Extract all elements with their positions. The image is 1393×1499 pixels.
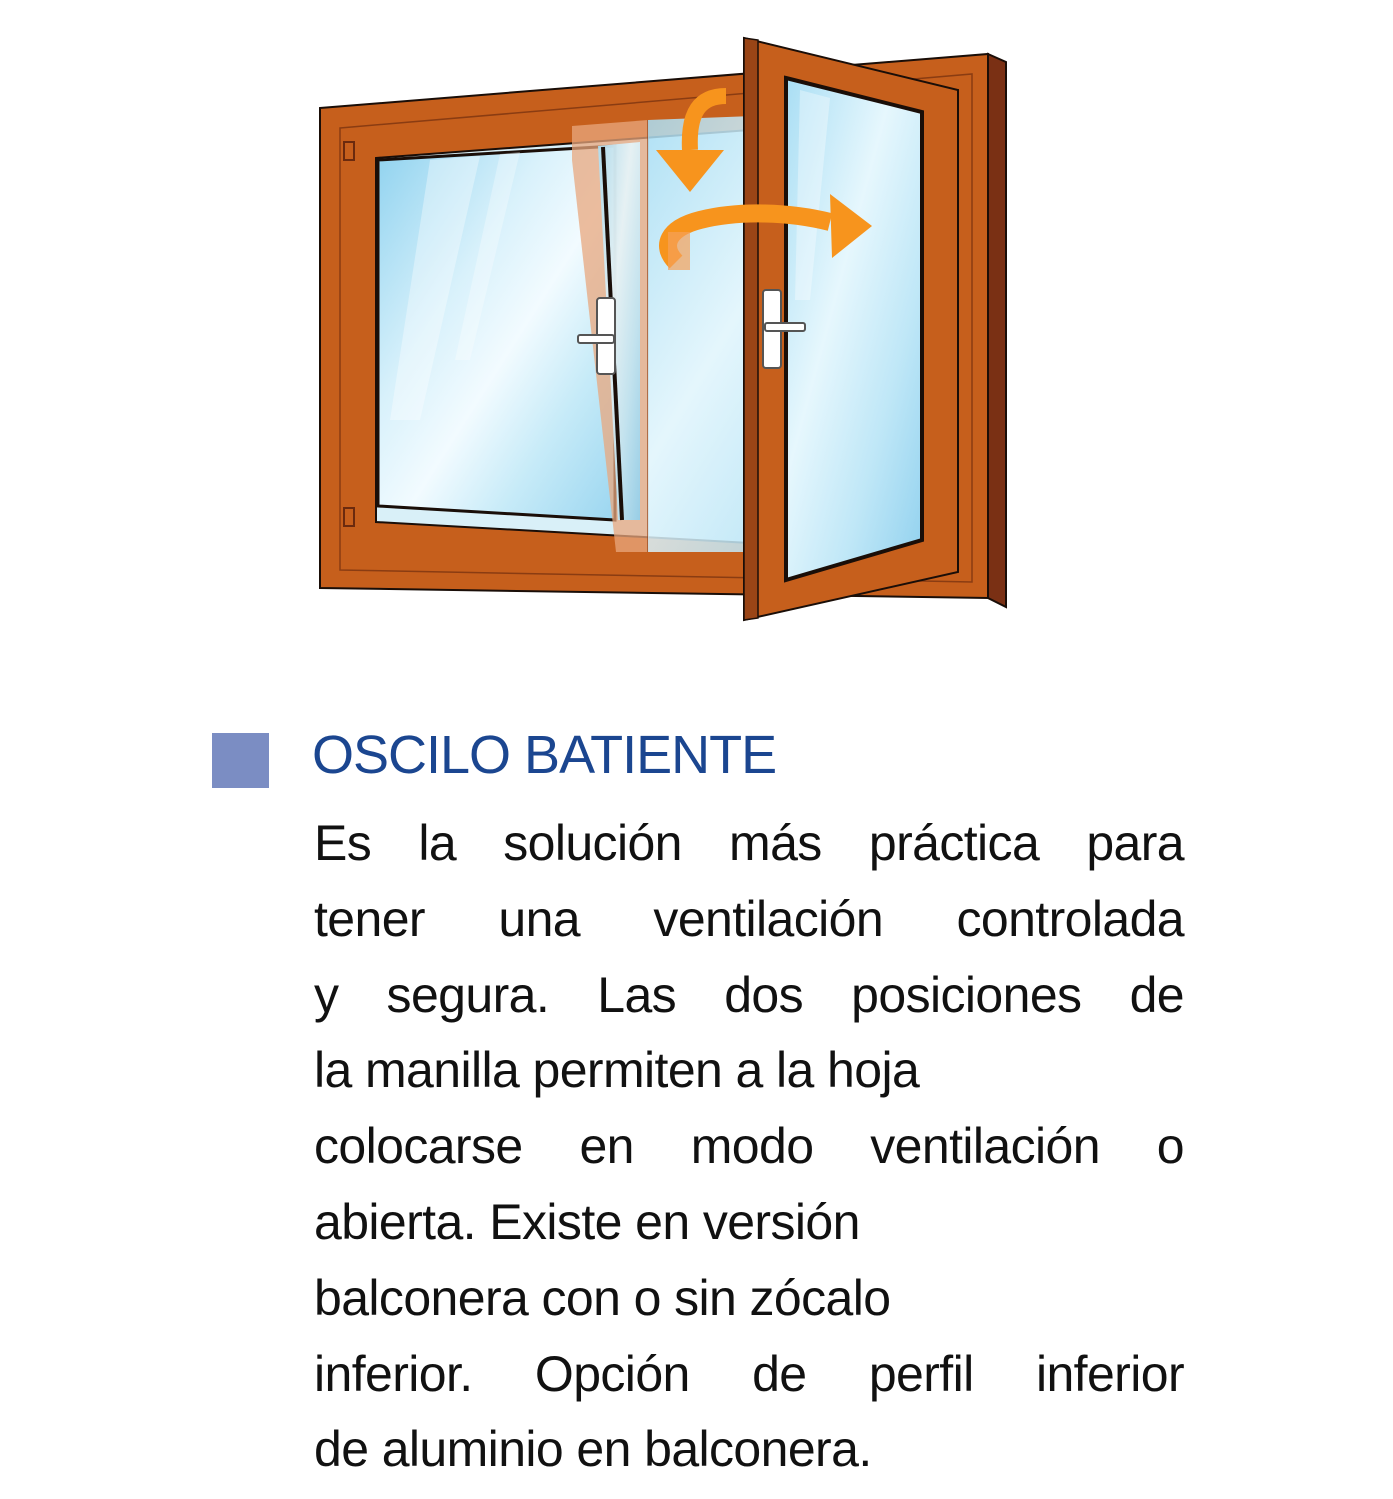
description-line: y segura. Las dos posiciones de: [314, 966, 1184, 1023]
description-line: tener una ventilación controlada: [314, 890, 1184, 947]
section-marker: [212, 733, 269, 788]
description-line: abierta. Existe en versión: [314, 1193, 860, 1250]
description-line: Es la solución más práctica para: [314, 815, 1184, 871]
description-line: la manilla permiten a la hoja: [314, 1042, 920, 1099]
description-line: balconera con o sin zócalo: [314, 1269, 891, 1326]
frame-depth: [988, 54, 1006, 607]
section-title: OSCILO BATIENTE: [312, 725, 777, 785]
description-line: inferior. Opción de perfil inferior: [314, 1345, 1184, 1402]
open-sash: [744, 38, 958, 620]
description-line: de aluminio en balconera.: [314, 1421, 872, 1478]
description-line: colocarse en modo ventilación o: [314, 1118, 1184, 1175]
tilt-and-turn-window-illustration: [300, 30, 1020, 630]
section-description: [314, 806, 1184, 1488]
